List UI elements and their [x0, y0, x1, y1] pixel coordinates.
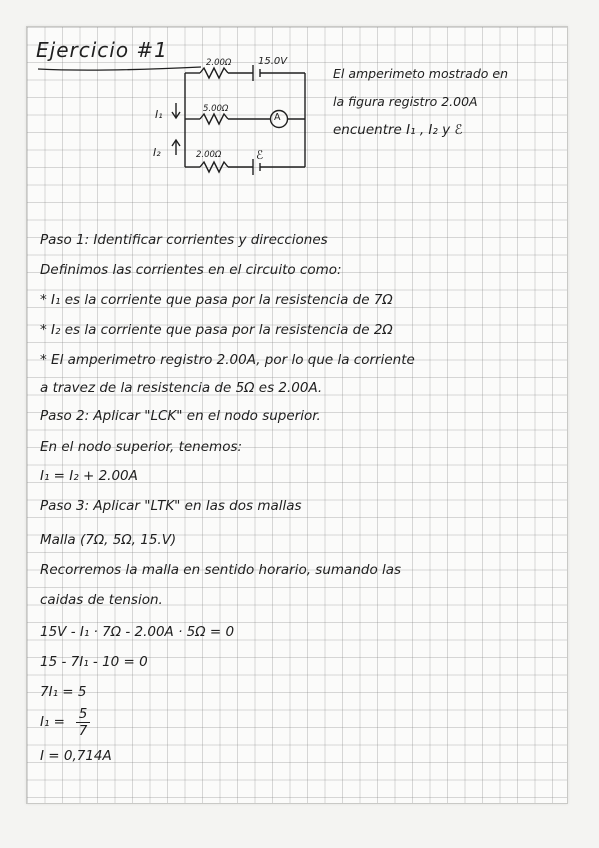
- label-current-1: I₁: [155, 108, 163, 121]
- line-3: * I₁ es la corriente que pasa por la resistencia de 7Ω: [40, 292, 393, 308]
- statement-line-3: encuentre I₁ , I₂ y ℰ: [333, 122, 463, 138]
- label-ammeter: A: [274, 112, 281, 123]
- label-r-bot: 2.00Ω: [196, 150, 222, 160]
- label-r-top: 2.00Ω: [206, 58, 232, 68]
- result-line: I = 0,714A: [40, 748, 112, 764]
- line-9: I₁ = I₂ + 2.00A: [40, 468, 138, 484]
- line-13: caidas de tension.: [40, 592, 163, 608]
- line-6: a travez de la resistencia de 5Ω es 2.00A.: [40, 380, 323, 396]
- fraction-numerator: 5: [78, 706, 88, 722]
- line-5: * El amperimetro registro 2.00A, por lo que la corriente: [40, 352, 415, 368]
- line-12: Recorremos la malla en sentido horario, sumando las: [40, 562, 402, 578]
- circuit-diagram: [150, 55, 325, 180]
- line-1: Paso 1: Identificar corrientes y direcciones: [40, 232, 328, 248]
- label-r-mid: 5.00Ω: [203, 104, 229, 114]
- page-title: Ejercicio #1: [36, 38, 168, 62]
- label-battery-top: 15.0V: [258, 56, 288, 67]
- line-15: 15 - 7I₁ - 10 = 0: [40, 654, 148, 670]
- line-8: En el nodo superior, tenemos:: [40, 439, 243, 455]
- line-11: Malla (7Ω, 5Ω, 15.V): [40, 532, 177, 548]
- label-emf: ℰ: [256, 148, 264, 162]
- fraction-denominator: 7: [78, 723, 88, 739]
- line-14: 15V - I₁ · 7Ω - 2.00A · 5Ω = 0: [40, 624, 235, 640]
- statement-line-1: El amperimeto mostrado en: [333, 66, 509, 81]
- label-current-2: I₂: [153, 146, 161, 159]
- statement-line-2: la figura registro 2.00A: [333, 94, 478, 109]
- line-2: Definimos las corrientes en el circuito como:: [40, 262, 342, 278]
- line-16: 7I₁ = 5: [40, 684, 87, 700]
- fraction: [76, 707, 90, 738]
- fraction-lhs: I₁ =: [40, 714, 65, 730]
- line-4: * I₂ es la corriente que pasa por la resistencia de 2Ω: [40, 322, 393, 338]
- line-7: Paso 2: Aplicar "LCK" en el nodo superior.: [40, 408, 321, 424]
- line-10: Paso 3: Aplicar "LTK" en las dos mallas: [40, 498, 302, 514]
